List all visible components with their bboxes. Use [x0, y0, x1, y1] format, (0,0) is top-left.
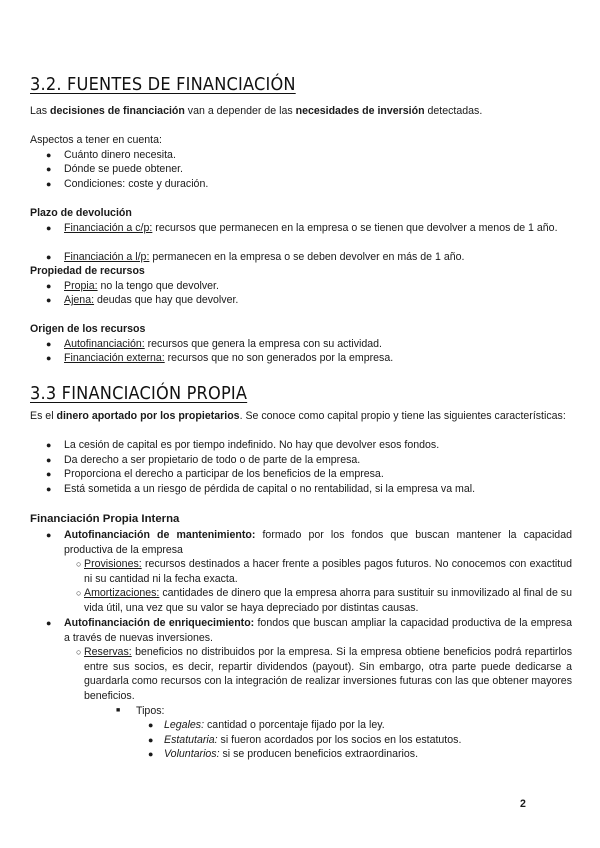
amortizaciones-item: Amortizaciones: cantidades de dinero que la empresa ahorra para sustituir su inmovilizado al final de su vida útil, una vez que su valor se haya depreciado por distintas causas. [84, 587, 572, 614]
bullet-icon: ● [46, 295, 52, 305]
tipo-item: Estatutaria: si fueron acordados por los socios en los estatutos. [164, 734, 462, 746]
intro-paragraph: Las decisiones de financiación van a depender de las necesidades de inversión detectadas. [30, 105, 483, 117]
propiedad-item: Propia: no la tengo que devolver. [64, 280, 219, 292]
bullet-icon: ● [46, 469, 52, 479]
section-title-financiacion-propia: 3.3 FINANCIACIÓN PROPIA [30, 383, 248, 404]
bullet-icon: ● [46, 150, 52, 160]
bullet-icon: ● [148, 749, 154, 759]
provisiones-item: Provisiones: recursos destinados a hacer frente a posibles pagos futuros. No conocemos con exactitud ni su cantidad ni la fecha exacta. [84, 558, 572, 585]
bullet-icon: ● [46, 618, 52, 628]
bullet-icon: ● [46, 252, 52, 262]
bullet-icon: ● [148, 720, 154, 730]
origen-item: Autofinanciación: recursos que genera la empresa con su actividad. [64, 338, 383, 350]
feature-item: Está sometida a un riesgo de pérdida de capital o no rentabilidad, si la empresa va mal. [64, 483, 476, 495]
circle-bullet-icon: ○ [76, 588, 82, 598]
bullet-icon: ● [46, 164, 52, 174]
aspects-label: Aspectos a tener en cuenta: [30, 134, 162, 146]
aspect-item: Dónde se puede obtener. [64, 163, 183, 175]
bullet-icon: ● [46, 179, 52, 189]
circle-bullet-icon: ○ [76, 559, 82, 569]
plazo-heading: Plazo de devolución [30, 207, 132, 219]
section-title-fuentes: 3.2. FUENTES DE FINANCIACIÓN [30, 74, 296, 95]
bullet-icon: ● [46, 440, 52, 450]
reservas-item: Reservas: beneficios no distribuidos por la empresa. Si la empresa obtiene beneficios podrá repartirlos entre sus socios, es decir, repartir dividendos (payout). Sin embargo, otra parte puede dedicarse a guardarla como recursos con la integración de realizar inversiones futuras con las que obtener mayores beneficios. [84, 646, 572, 702]
mantenimiento-item: Autofinanciación de mantenimiento: formado por los fondos que buscan mantener la capacidad productiva de la empresa [64, 529, 572, 556]
feature-item: Da derecho a ser propietario de todo o de parte de la empresa. [64, 454, 361, 466]
bullet-icon: ● [46, 281, 52, 291]
propiedad-heading: Propiedad de recursos [30, 265, 145, 277]
origen-heading: Origen de los recursos [30, 323, 146, 335]
bullet-icon: ● [46, 530, 52, 540]
square-bullet-icon: ■ [116, 707, 121, 714]
propia-intro-paragraph: Es el dinero aportado por los propietarios. Se conoce como capital propio y tiene las siguientes características: [30, 410, 566, 422]
origen-item: Financiación externa: recursos que no son generados por la empresa. [64, 352, 394, 364]
plazo-item: Financiación a l/p: permanecen en la empresa o se deben devolver en más de 1 año. [64, 251, 465, 263]
aspect-item: Condiciones: coste y duración. [64, 178, 209, 190]
feature-item: La cesión de capital es por tiempo indefinido. No hay que devolver esos fondos. [64, 439, 440, 451]
bullet-icon: ● [46, 455, 52, 465]
bullet-icon: ● [46, 353, 52, 363]
tipo-item: Legales: cantidad o porcentaje fijado por la ley. [164, 719, 385, 731]
bullet-icon: ● [46, 484, 52, 494]
tipos-label: Tipos: [136, 705, 165, 717]
tipo-item: Voluntarios: si se producen beneficios extraordinarios. [164, 748, 419, 760]
circle-bullet-icon: ○ [76, 647, 82, 657]
feature-item: Proporciona el derecho a participar de los beneficios de la empresa. [64, 468, 384, 480]
page-number: 2 [520, 798, 526, 810]
propiedad-item: Ajena: deudas que hay que devolver. [64, 294, 239, 306]
bullet-icon: ● [46, 223, 52, 233]
enriquecimiento-item: Autofinanciación de enriquecimiento: fondos que buscan ampliar la capacidad productiva de la empresa a través de nuevas inversiones. [64, 617, 572, 644]
interna-heading: Financiación Propia Interna [30, 513, 180, 525]
plazo-item: Financiación a c/p: recursos que permanecen en la empresa o se tienen que devolver a menos de 1 año. [64, 222, 558, 234]
aspect-item: Cuánto dinero necesita. [64, 149, 176, 161]
bullet-icon: ● [46, 339, 52, 349]
bullet-icon: ● [148, 735, 154, 745]
